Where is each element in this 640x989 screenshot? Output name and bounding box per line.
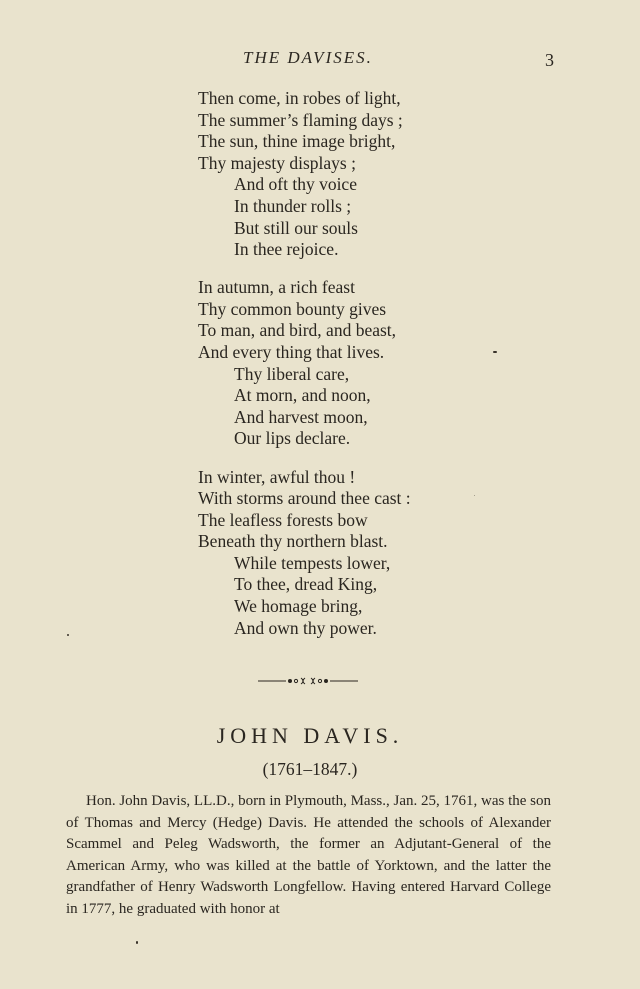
poem-line: And harvest moon, xyxy=(234,406,368,427)
poem-line: Thy common bounty gives xyxy=(198,298,387,319)
print-speck xyxy=(474,495,475,496)
poem-line: Thy majesty displays ; xyxy=(198,152,356,173)
poem-line: In thunder rolls ; xyxy=(234,195,352,216)
poem-line: And own thy power. xyxy=(234,617,377,638)
poem-line: And oft thy voice xyxy=(234,174,357,195)
hymn-poem xyxy=(198,88,498,656)
poem-line: In winter, awful thou ! xyxy=(198,466,356,487)
stanza-autumn xyxy=(198,277,498,450)
poem-line: To man, and bird, and beast, xyxy=(198,320,397,341)
poem-line: In autumn, a rich feast xyxy=(198,277,355,298)
poem-line: The sun, thine image bright, xyxy=(198,131,396,152)
poem-line: Then come, in robes of light, xyxy=(198,88,401,108)
section-dates: (1761–1847.) xyxy=(262,759,358,779)
print-speck xyxy=(67,634,69,636)
poem-line: Thy liberal care, xyxy=(234,363,350,384)
stanza-winter xyxy=(198,467,498,640)
poem-line: And every thing that lives. xyxy=(198,342,385,363)
poem-line: At morn, and noon, xyxy=(234,385,371,406)
running-title: THE DAVISES. xyxy=(243,48,373,67)
poem-line: But still our souls xyxy=(234,217,358,238)
poem-line: To thee, dread King, xyxy=(234,574,378,595)
stanza-summer xyxy=(198,88,498,261)
poem-line: In thee rejoice. xyxy=(234,239,339,260)
poem-line: Beneath thy northern blast. xyxy=(198,531,388,552)
poem-line: While tempests lower, xyxy=(234,552,391,573)
poem-line: Our lips declare. xyxy=(234,428,351,449)
poem-line: We homage bring, xyxy=(234,596,363,617)
print-speck xyxy=(493,351,497,353)
section-title: JOHN DAVIS. xyxy=(216,723,404,748)
poem-line: With storms around thee cast : xyxy=(198,488,411,509)
running-head xyxy=(0,48,640,72)
poem-line: The leafless forests bow xyxy=(198,509,368,530)
poem-line: The summer’s flaming days ; xyxy=(198,109,403,130)
biography-paragraph: Hon. John Davis, LL.D., born in Plymouth, Mass., Jan. 25, 1761, was the son of Thomas and Mercy (Hedge) Davis. He attended the schools of Alexander Scammel and Peleg Wadsworth, the former an Adjutant-General of the American Army, who was killed at the battle of Yorktown, and the latter the grandfather of Henry Wadsworth Longfellow. Having entered Harvard College in 1777, he graduated with honor at xyxy=(66,793,551,917)
section-divider-ornament xyxy=(258,674,358,688)
print-speck xyxy=(136,941,138,944)
page-number: 3 xyxy=(545,50,554,70)
